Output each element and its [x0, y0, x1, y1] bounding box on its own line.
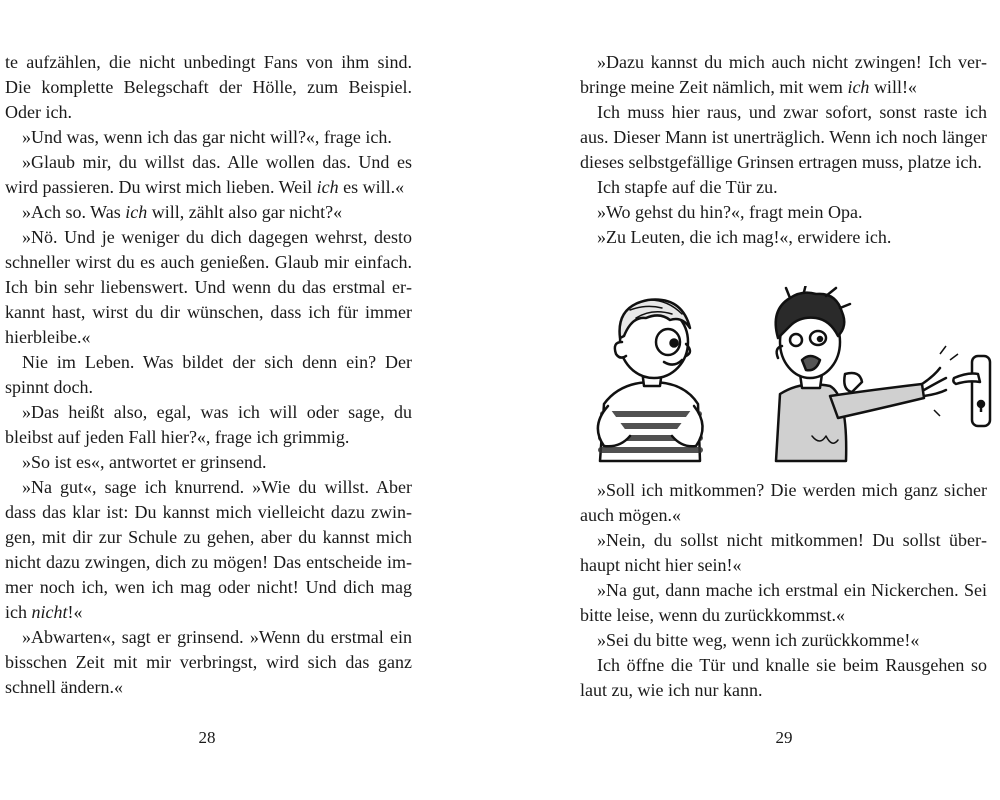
- paragraph: »Na gut«, sage ich knurrend. »Wie du willst. Aber dass das klar ist: Du kannst mich vielleicht dazu zwingen, mit dir zur Schule zu gehen, aber du kannst mich nicht dazu zwingen, dich zu mögen! Das entscheide immer noch ich, wen ich mag oder nicht! Und dich mag ich nicht!«: [5, 477, 412, 622]
- cartoon-boys-door-icon: [590, 286, 1000, 466]
- angry-boy-figure: [776, 286, 946, 461]
- paragraph: Nie im Leben. Was bildet der sich denn ein? Der spinnt doch.: [5, 352, 412, 397]
- paragraph: »Nein, du sollst nicht mitkommen! Du sollst überhaupt nicht hier sein!«: [580, 530, 987, 575]
- right-page: [500, 0, 1000, 800]
- paragraph: »Wo gehst du hin?«, fragt mein Opa.: [597, 202, 863, 222]
- paragraph: Ich öffne die Tür und knalle sie beim Rausgehen so laut zu, wie ich nur kann.: [580, 655, 987, 700]
- paragraph: »Dazu kannst du mich auch nicht zwingen! Ich verbringe meine Zeit nämlich, mit wem ich will!«: [580, 52, 987, 97]
- right-page-text-bottom: [580, 478, 987, 703]
- door-handle-icon: [953, 356, 990, 426]
- emphasis: ich: [847, 77, 870, 97]
- emphasis: nicht: [31, 602, 68, 622]
- paragraph: »Abwarten«, sagt er grinsend. »Wenn du erstmal ein bisschen Zeit mit mir verbringst, wird sich das ganz schnell ändern.«: [5, 627, 412, 697]
- paragraph: Ich muss hier raus, und zwar sofort, sonst raste ich aus. Dieser Mann ist unerträglich. Wenn ich noch länger dieses selbstgefällige Grinsen ertragen muss, platze ich.: [580, 102, 987, 172]
- paragraph: »Sei du bitte weg, wenn ich zurückkomme!«: [597, 630, 920, 650]
- paragraph: »Und was, wenn ich das gar nicht will?«, frage ich.: [22, 127, 392, 147]
- paragraph: te aufzählen, die nicht unbedingt Fans von ihm sind. Die komplette Belegschaft der Hölle, zum Beispiel. Oder ich.: [5, 52, 412, 122]
- smiling-boy-figure: [598, 300, 703, 461]
- emphasis: ich: [316, 177, 339, 197]
- paragraph: »Glaub mir, du willst das. Alle wollen das. Und es wird passieren. Du wirst mich lieben. Weil ich es will.«: [5, 152, 412, 197]
- left-page-text: [5, 50, 412, 700]
- right-page-text-top: [580, 50, 987, 250]
- paragraph: »So ist es«, antwortet er grinsend.: [22, 452, 267, 472]
- paragraph: »Nö. Und je weniger du dich dagegen wehrst, desto schneller wirst du es auch genießen. Glaub mir einfach. Ich bin sehr liebenswert. Und wenn du das erstmal erkannt hast, wirst du dir wünschen, dass ich für immer hierbleibe.«: [5, 227, 412, 347]
- paragraph: »Ach so. Was ich will, zählt also gar nicht?«: [22, 202, 343, 222]
- paragraph: »Soll ich mitkommen? Die werden mich ganz sicher auch mögen.«: [580, 480, 987, 525]
- page-number: 28: [198, 728, 216, 747]
- paragraph: »Das heißt also, egal, was ich will oder sage, du bleibst auf jeden Fall hier?«, frage ich grimmig.: [5, 402, 412, 447]
- emphasis: ich: [125, 202, 148, 222]
- paragraph: »Na gut, dann mache ich erstmal ein Nickerchen. Sei bitte leise, wenn du zurückkommst.«: [580, 580, 987, 625]
- paragraph: »Zu Leuten, die ich mag!«, erwidere ich.: [597, 227, 892, 247]
- page-number: 29: [775, 728, 793, 747]
- paragraph: Ich stapfe auf die Tür zu.: [597, 177, 778, 197]
